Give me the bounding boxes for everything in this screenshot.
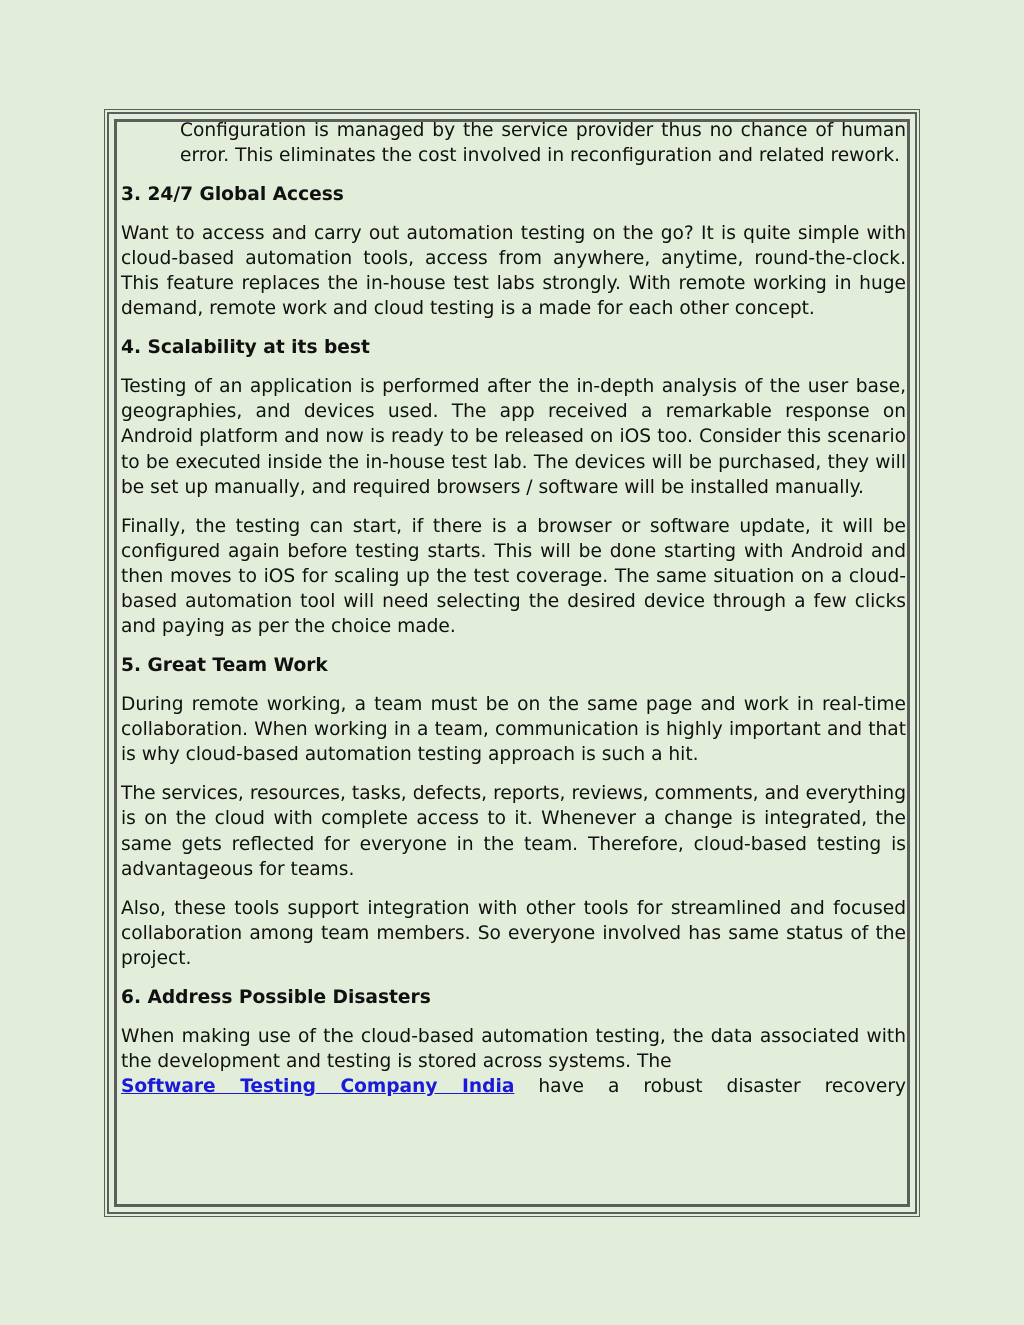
global-access-paragraph: Want to access and carry out automation testing on the go? It is quite simple with cloud-based automation tools, access from anywhere, anytime, round-the-clock. This feature replaces the in-house test labs strongly. With remote working in huge demand, remote work and cloud testing is a made for each other concept.: [121, 222, 906, 320]
scalability-paragraph-2: Finally, the testing can start, if there is a browser or software update, it will be configured again before testing starts. This will be done starting with Android and then moves to iOS for scaling up the test coverage. The same situation on a cloud-based automation tool will need selecting the desired device through a few clicks and paying as per the choice made.: [121, 515, 906, 638]
disasters-last-line: [121, 1074, 906, 1099]
disasters-paragraph-tail: have a robust disaster recovery: [514, 1076, 906, 1098]
section-heading-teamwork: 5. Great Team Work: [121, 655, 328, 677]
section-heading-global-access: 3. 24/7 Global Access: [121, 184, 344, 205]
disasters-paragraph-text: When making use of the cloud-based automation testing, the data associated with the development and testing is stored across systems. The: [121, 1025, 906, 1072]
software-testing-company-link[interactable]: Software Testing Company India: [121, 1076, 515, 1098]
document-body: [121, 118, 906, 1099]
scalability-paragraph-1: Testing of an application is performed after the in-depth analysis of the user base, geographies, and devices used. The app received a remarkable response on Android platform and now is ready to be released on iOS too. Consider this scenario to be executed inside the in-house test lab. The devices will be purchased, they will be set up manually, and required browsers / software will be installed manually.: [121, 376, 906, 498]
teamwork-paragraph-1: During remote working, a team must be on the same page and work in real-time collaboration. When working in a team, communication is highly important and that is why cloud-based automation testing approach is such a hit.: [121, 694, 906, 766]
intro-paragraph: Configuration is managed by the service provider thus no chance of human error. This eliminates the cost involved in reconfiguration and related rework.: [180, 120, 906, 167]
section-heading-scalability: 4. Scalability at its best: [121, 337, 370, 359]
disasters-paragraph: [121, 1024, 906, 1100]
teamwork-paragraph-2: The services, resources, tasks, defects, reports, reviews, comments, and everything is on the cloud with complete access to it. Whenever a change is integrated, the same gets reflected for everyone in the team. Therefore, cloud-based testing is advantageous for teams.: [121, 783, 906, 880]
teamwork-paragraph-3: Also, these tools support integration with other tools for streamlined and focused collaboration among team members. So everyone involved has same status of the project.: [121, 897, 906, 970]
section-heading-disasters: 6. Address Possible Disasters: [121, 986, 431, 1008]
